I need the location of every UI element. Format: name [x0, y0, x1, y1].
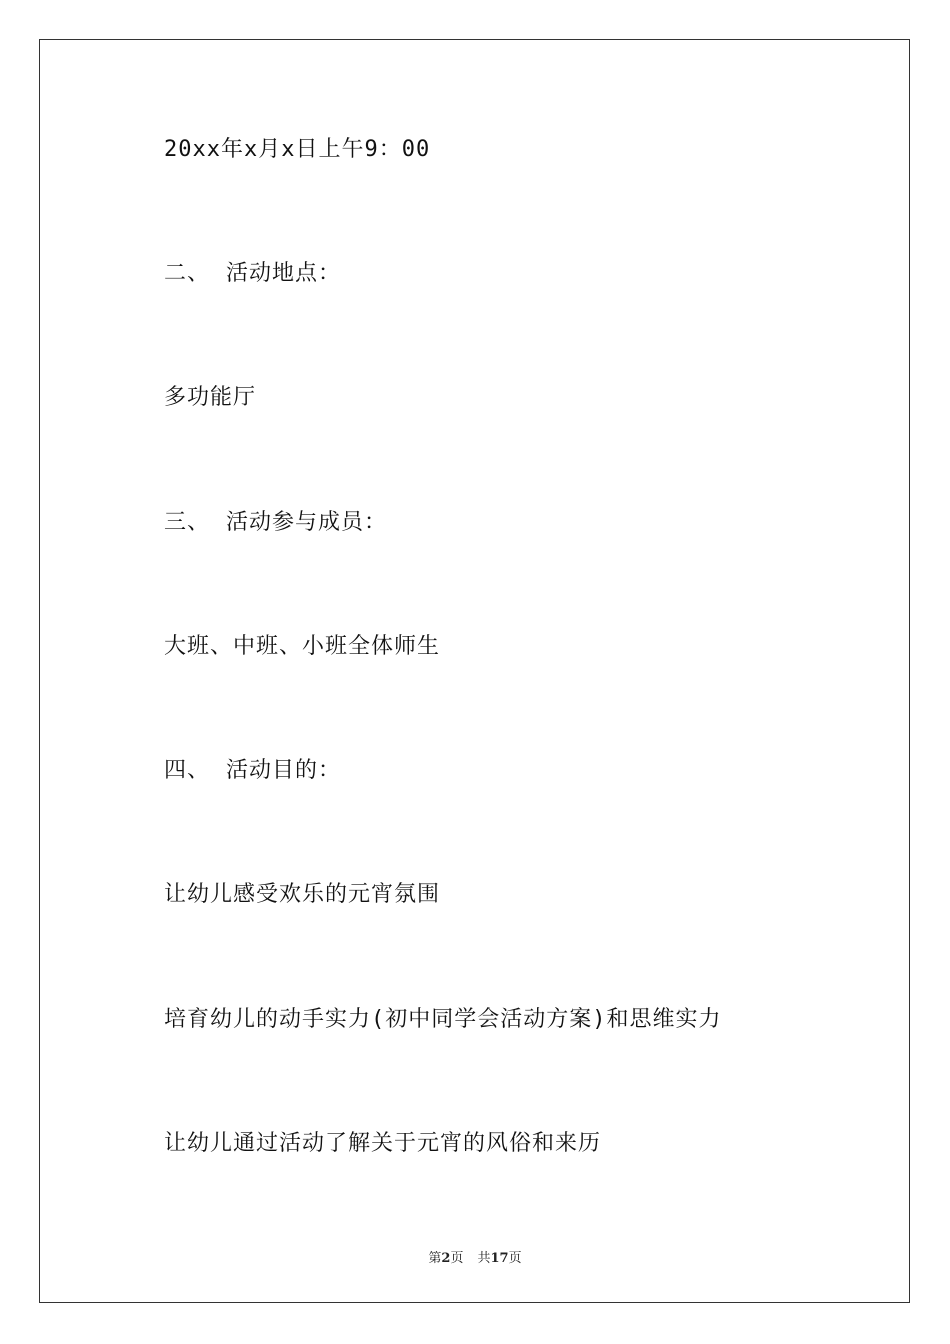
section-heading-location: [164, 260, 341, 288]
date-time-text: 20xx年x月x日上午9：00: [164, 137, 431, 162]
section-title: 活动参与成员：: [226, 510, 388, 535]
footer-page-suffix: 页: [450, 1251, 464, 1266]
section-heading-purpose: [164, 757, 341, 785]
footer-page-number: 2: [441, 1251, 451, 1266]
location-text: 多功能厅: [164, 385, 257, 410]
footer-total-prefix: 共: [477, 1251, 491, 1266]
section-number: 三、: [164, 510, 211, 535]
purpose-item-3: 让幼儿通过活动了解关于元宵的风俗和来历: [164, 1131, 602, 1156]
section-heading-participants: [164, 509, 387, 537]
participants-text: 大班、中班、小班全体师生: [164, 634, 441, 659]
footer-total-pages: 17: [490, 1251, 509, 1266]
purpose-item-2: 培育幼儿的动手实力(初中同学会活动方案)和思维实力: [164, 1007, 722, 1032]
section-number: 四、: [164, 758, 211, 783]
section-title: 活动目的：: [226, 758, 342, 783]
page-border: [39, 39, 910, 1303]
page-footer: [0, 1247, 950, 1266]
footer-total-suffix: 页: [508, 1251, 522, 1266]
section-number: 二、: [164, 261, 211, 286]
purpose-item-1: 让幼儿感受欢乐的元宵氛围: [164, 882, 441, 907]
section-title: 活动地点：: [226, 261, 342, 286]
footer-page-prefix: 第: [428, 1251, 442, 1266]
